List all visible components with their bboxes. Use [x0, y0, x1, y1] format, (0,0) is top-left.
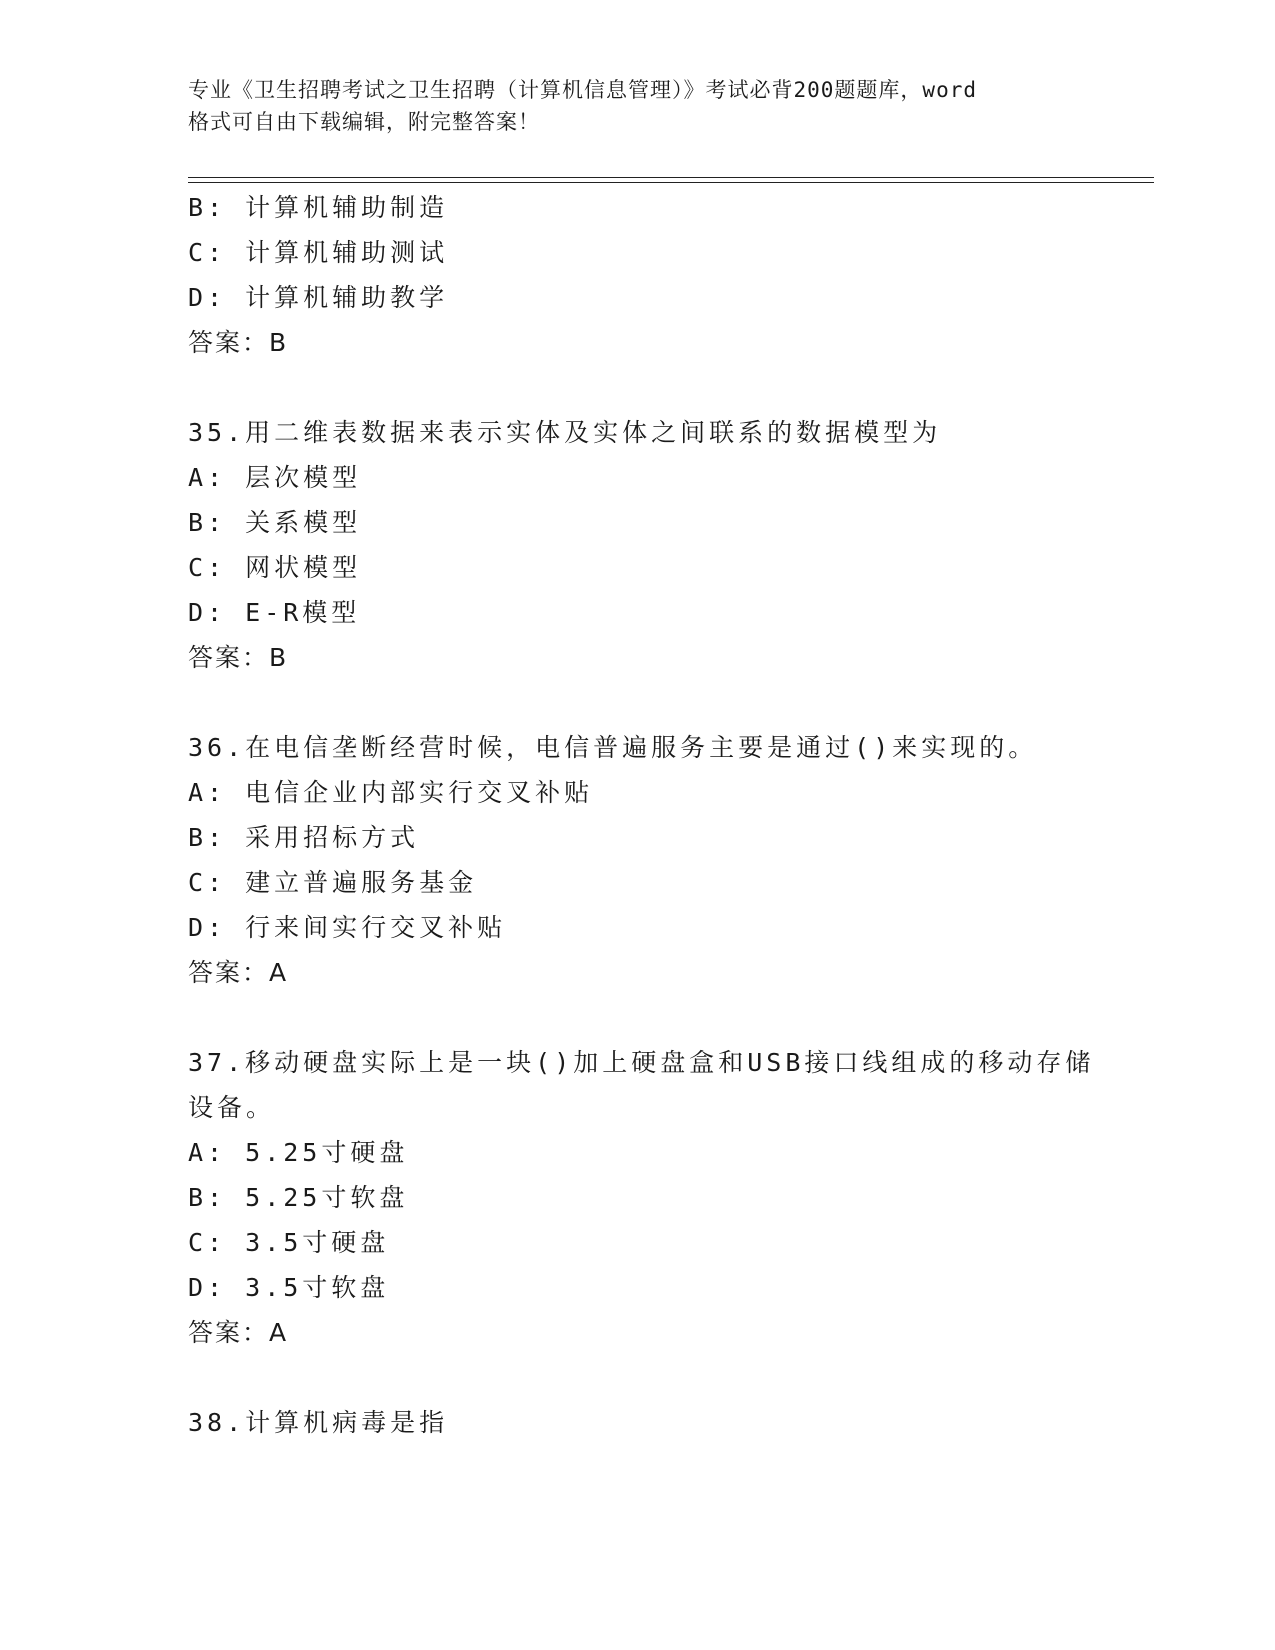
- q37-answer: 答案：A: [188, 1318, 289, 1347]
- q34-answer: 答案：B: [188, 328, 289, 357]
- header-divider-top: [188, 177, 1154, 178]
- q36-answer: 答案：A: [188, 958, 289, 987]
- document-header: [188, 74, 1088, 138]
- q38-question: 38.计算机病毒是指: [188, 1408, 449, 1437]
- q35-option-c: C: 网状模型: [188, 553, 362, 582]
- q37-option-a: A: 5.25寸硬盘: [188, 1138, 409, 1167]
- q37-option-c: C: 3.5寸硬盘: [188, 1228, 390, 1257]
- q36-option-a: A: 电信企业内部实行交叉补贴: [188, 778, 594, 807]
- q35-question: 35.用二维表数据来表示实体及实体之间联系的数据模型为: [188, 418, 942, 447]
- q34-option-b: B: 计算机辅助制造: [188, 193, 449, 222]
- q35-option-d: D: E-R模型: [188, 598, 361, 627]
- header-line-2: 格式可自由下载编辑，附完整答案！: [188, 110, 540, 134]
- q37-question-line-2: 设备。: [188, 1093, 276, 1122]
- q36-question: 36.在电信垄断经营时候，电信普遍服务主要是通过()来实现的。: [188, 733, 1038, 762]
- q36-option-b: B: 采用招标方式: [188, 823, 420, 852]
- q35-option-a: A: 层次模型: [188, 463, 362, 492]
- header-divider-bottom: [188, 182, 1154, 183]
- q37-option-b: B: 5.25寸软盘: [188, 1183, 409, 1212]
- q36-option-c: C: 建立普遍服务基金: [188, 868, 478, 897]
- q35-option-b: B: 关系模型: [188, 508, 362, 537]
- q35-answer: 答案：B: [188, 643, 289, 672]
- q34-option-d: D: 计算机辅助教学: [188, 283, 449, 312]
- q37-question-line-1: 37.移动硬盘实际上是一块()加上硬盘盒和USB接口线组成的移动存储: [188, 1048, 1095, 1077]
- q36-option-d: D: 行来间实行交叉补贴: [188, 913, 507, 942]
- q37-option-d: D: 3.5寸软盘: [188, 1273, 390, 1302]
- header-line-1: 专业《卫生招聘考试之卫生招聘（计算机信息管理）》考试必背200题题库，word: [188, 78, 977, 102]
- q34-option-c: C: 计算机辅助测试: [188, 238, 449, 267]
